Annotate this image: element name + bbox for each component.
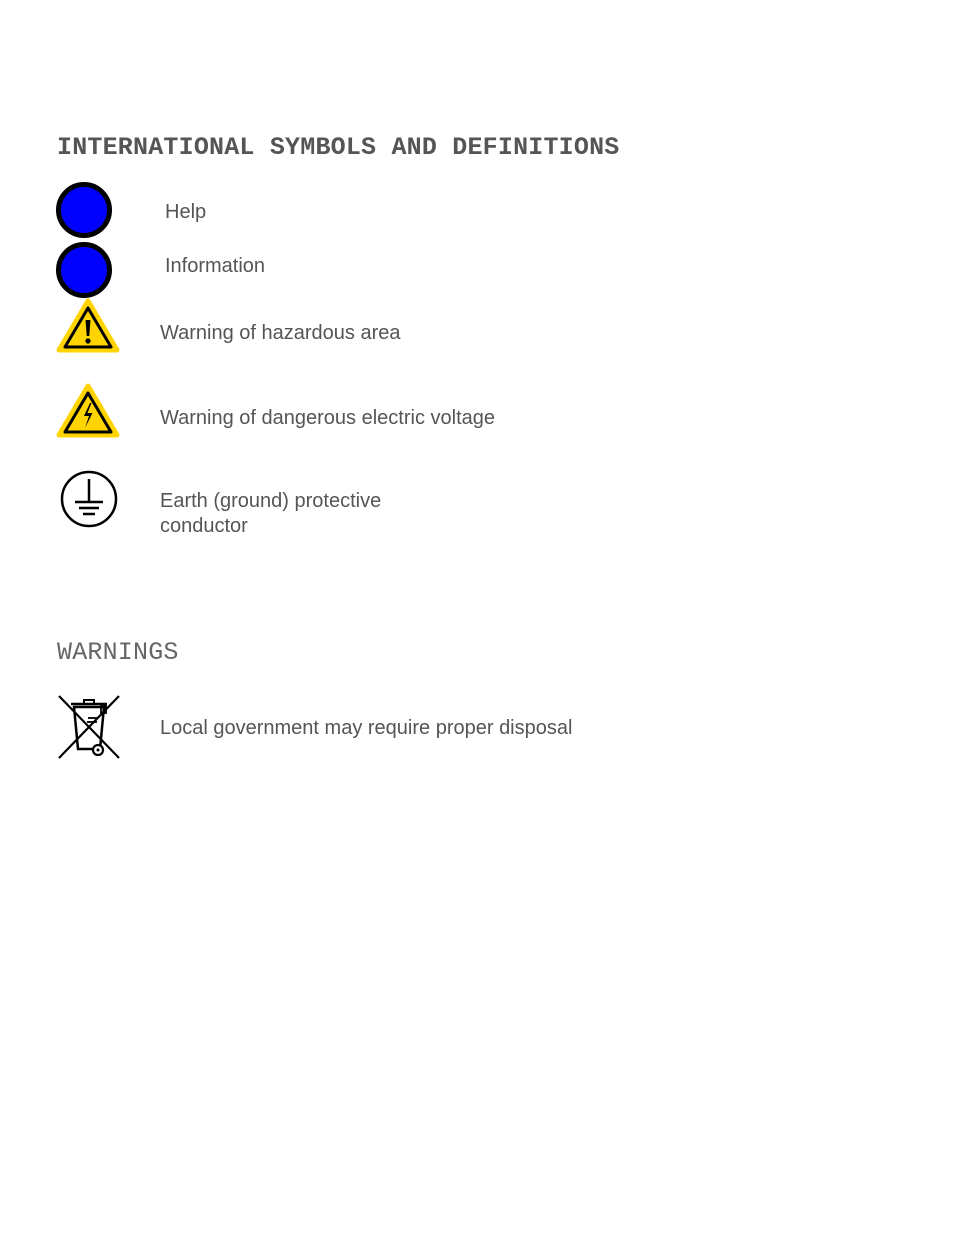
crossed-out-wheelie-bin-icon: [57, 694, 123, 760]
information-icon: [55, 241, 113, 299]
symbols-section-title: INTERNATIONAL SYMBOLS AND DEFINITIONS: [57, 133, 620, 162]
help-icon: [55, 181, 113, 239]
protective-earth-icon: [59, 469, 119, 529]
help-label: Help: [165, 201, 207, 223]
protective-earth-label-line1: Earth (ground) protective: [160, 490, 382, 512]
warning-exclamation-triangle-icon: [56, 298, 120, 354]
hazardous-area-label: Warning of hazardous area: [160, 322, 401, 344]
warnings-section-title: WARNINGS: [57, 638, 179, 667]
warning-electric-triangle-icon: [56, 383, 120, 439]
protective-earth-label-line2: conductor: [160, 515, 248, 537]
information-label: Information: [165, 255, 266, 277]
disposal-label: Local government may require proper disposal: [160, 717, 573, 739]
electric-voltage-label: Warning of dangerous electric voltage: [160, 407, 495, 429]
